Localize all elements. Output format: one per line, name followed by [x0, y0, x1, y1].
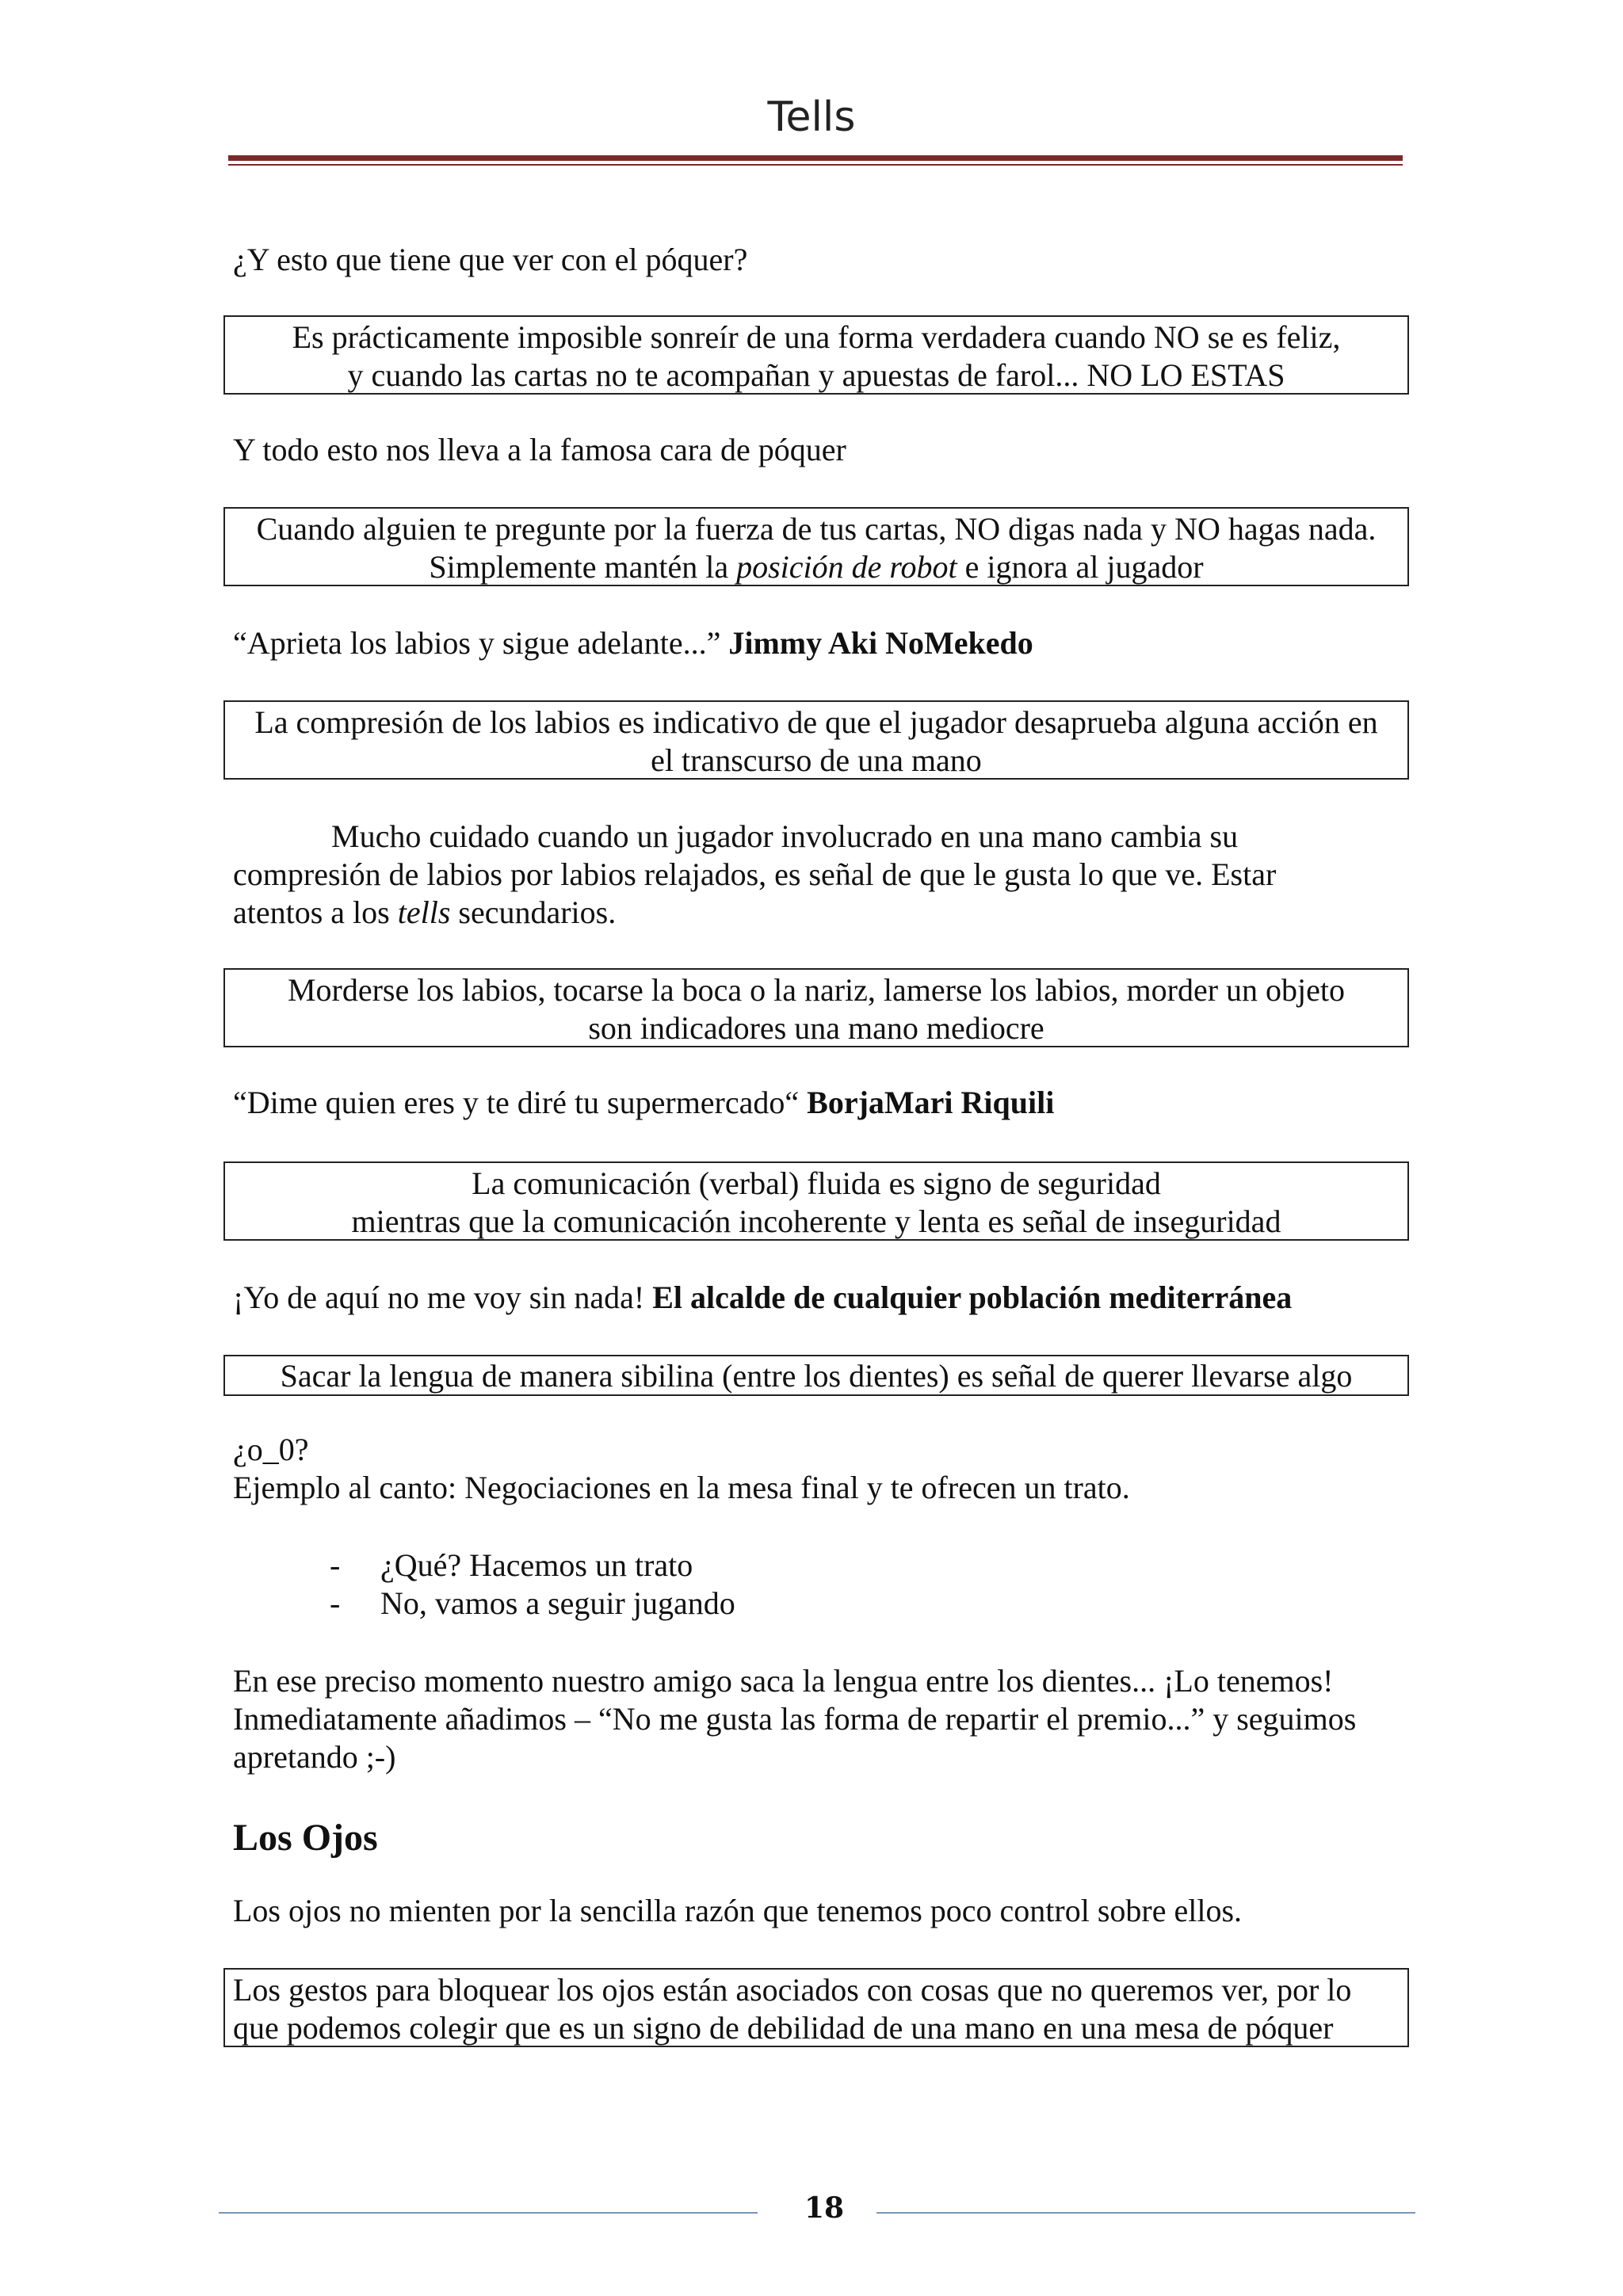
quote-author: El alcalde de cualquier población mediterránea: [652, 1280, 1293, 1315]
callout-line: Los gestos para bloquear los ojos están asociados con cosas que no queremos ver, por lo: [233, 1972, 1352, 2008]
paragraph-text: atentos a los: [233, 894, 398, 930]
quote-text: “Dime quien eres y te diré tu supermercado“: [233, 1085, 808, 1120]
callout-emphasis: posición de robot: [736, 549, 957, 585]
callout-line: son indicadores una mano mediocre: [588, 1010, 1044, 1046]
callout-line: Sacar la lengua de manera sibilina (entre los dientes) es señal de querer llevarse algo: [280, 1358, 1353, 1394]
callout-line: el transcurso de una mano: [651, 742, 982, 778]
paragraph: [233, 1662, 1406, 1776]
quote-line: [233, 1084, 1406, 1122]
dialogue-list: [330, 1547, 735, 1623]
paragraph-line: compresión de labios por labios relajados, es señal de que le gusta lo que ve. Estar: [233, 856, 1277, 892]
callout-line: y cuando las cartas no te acompañan y apuestas de farol... NO LO ESTAS: [347, 357, 1285, 393]
page-number: 18: [804, 2191, 845, 2225]
callout-line: Cuando alguien te pregunte por la fuerza de tus cartas, NO digas nada y NO hagas nada.: [256, 511, 1377, 547]
header-rule-thin: [228, 164, 1403, 166]
callout-box: [223, 968, 1409, 1047]
callout-line: La comunicación (verbal) fluida es signo de seguridad: [472, 1165, 1161, 1201]
paragraph: Y todo esto nos lleva a la famosa cara de póquer: [233, 432, 846, 467]
paragraph-line: Ejemplo al canto: Negociaciones en la mesa final y te ofrecen un trato.: [233, 1470, 1130, 1505]
quote-author: Jimmy Aki NoMekedo: [728, 625, 1033, 661]
list-item-text: ¿Qué? Hacemos un trato: [380, 1547, 693, 1583]
callout-box: [223, 1355, 1409, 1396]
callout-text: e ignora al jugador: [957, 549, 1204, 585]
callout-line: Morderse los labios, tocarse la boca o la nariz, lamerse los labios, morder un objeto: [287, 972, 1346, 1008]
quote-author: BorjaMari Riquili: [807, 1085, 1055, 1120]
paragraph-line: Inmediatamente añadimos – “No me gusta las forma de repartir el premio...” y seguimos: [233, 1701, 1357, 1737]
callout-box: [223, 1968, 1409, 2047]
list-item: [330, 1585, 735, 1623]
callout-line: Es prácticamente imposible sonreír de una forma verdadera cuando NO se es feliz,: [292, 319, 1341, 355]
list-item-text: No, vamos a seguir jugando: [380, 1585, 735, 1621]
header-title: Tells: [767, 93, 856, 141]
quote-line: [233, 1279, 1406, 1317]
header-rule-thick: [228, 155, 1403, 161]
paragraph-line: En ese preciso momento nuestro amigo saca la lengua entre los dientes... ¡Lo tenemos!: [233, 1663, 1334, 1699]
callout-box: [223, 700, 1409, 780]
paragraph-text: secundarios.: [450, 894, 617, 930]
section-heading: Los Ojos: [233, 1817, 378, 1859]
callout-line: La compresión de los labios es indicativo de que el jugador desaprueba alguna acción en: [254, 704, 1378, 740]
callout-line: que podemos colegir que es un signo de debilidad de una mano en una mesa de póquer: [233, 2010, 1334, 2046]
quote-line: [233, 624, 1406, 662]
quote-text: “Aprieta los labios y sigue adelante...”: [233, 625, 729, 661]
callout-line: mientras que la comunicación incoherente y lenta es señal de inseguridad: [351, 1203, 1281, 1239]
list-dash: -: [330, 1547, 341, 1583]
paragraph: [233, 1431, 1406, 1507]
paragraph: ¿Y esto que tiene que ver con el póquer?: [233, 242, 748, 277]
callout-box: [223, 315, 1409, 395]
callout-text: Simplemente mantén la: [429, 549, 737, 585]
paragraph-line: ¿o_0?: [233, 1432, 309, 1467]
paragraph-emphasis: tells: [397, 894, 451, 930]
list-dash: -: [330, 1585, 341, 1621]
paragraph-line: Mucho cuidado cuando un jugador involucrado en una mano cambia su: [331, 818, 1239, 854]
callout-box: [223, 507, 1409, 586]
callout-line: [230, 548, 1403, 586]
paragraph: [233, 818, 1406, 932]
list-item: [330, 1547, 735, 1585]
paragraph-line: [233, 894, 1406, 932]
quote-text: ¡Yo de aquí no me voy sin nada!: [233, 1280, 653, 1315]
paragraph-line: apretando ;-): [233, 1739, 396, 1775]
paragraph: Los ojos no mienten por la sencilla razón que tenemos poco control sobre ellos.: [233, 1893, 1243, 1928]
callout-box: [223, 1161, 1409, 1241]
